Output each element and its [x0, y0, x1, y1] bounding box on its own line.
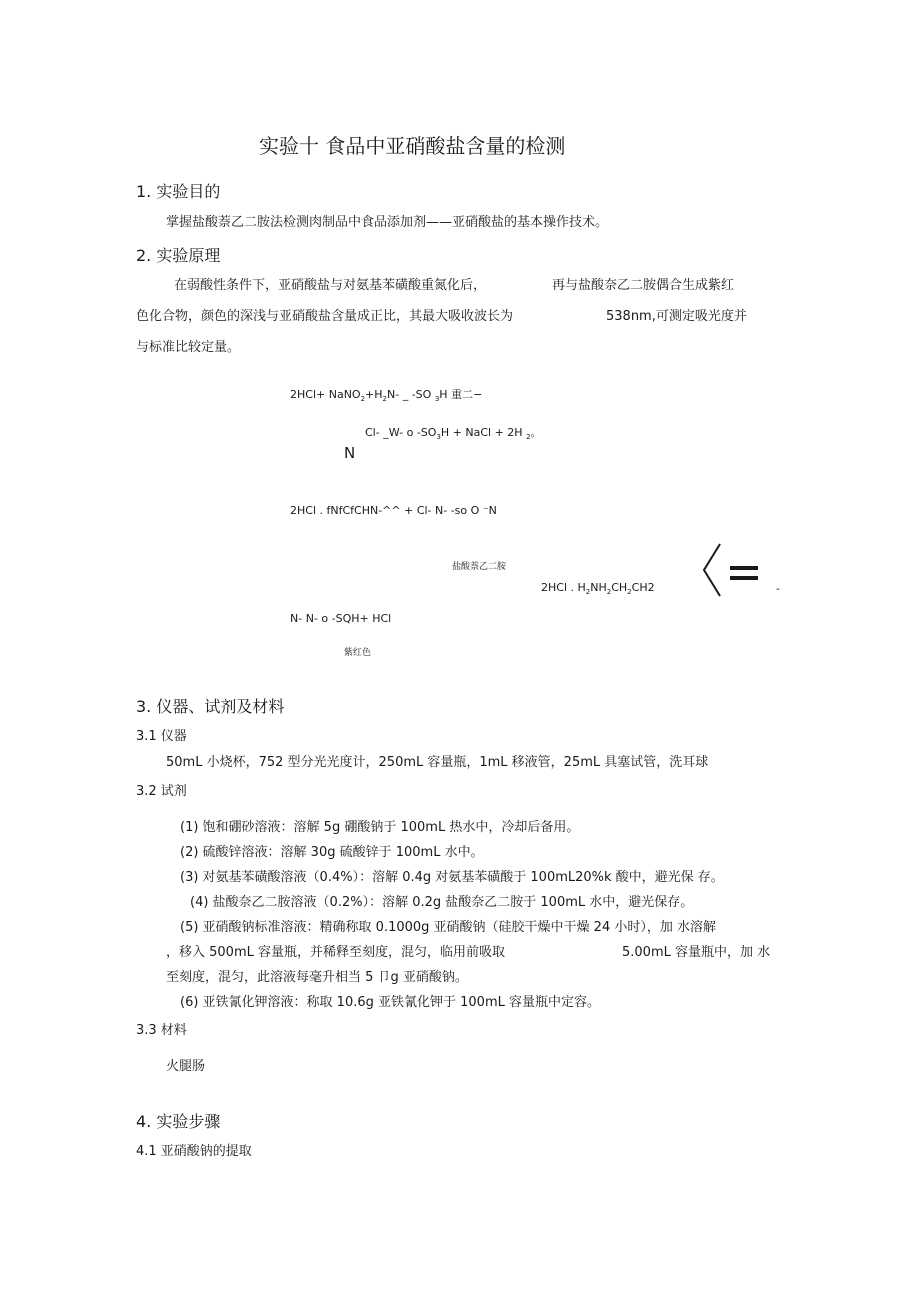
reaction-n-label: N	[344, 444, 356, 462]
section-heading-materials: 3. 仪器、试剂及材料	[136, 697, 285, 716]
reaction-line-3: 2HCl . fNfCfCHN-^^ + Cl- N- -so O ⁻N	[290, 504, 497, 517]
product-label: 紫红色	[344, 648, 372, 658]
reagent-item: (6) 亚铁氰化钾溶液：称取 10.6g 亚铁氰化钾于 100mL 容量瓶中定容。	[180, 995, 600, 1010]
reagent-5-line-3: 至刻度，混匀，此溶液每毫升相当 5 卩g 亚硝酸钠。	[166, 970, 468, 985]
reagent-item: (1) 饱和硼砂溶液：溶解 5g 硼酸钠于 100mL 热水中，冷却后备用。	[180, 820, 580, 835]
reagent-5-line-2a: ，移入 500mL 容量瓶，并稀释至刻度，混匀，临用前吸取	[166, 945, 505, 960]
reagents-heading: 3.2 试剂	[136, 784, 187, 799]
instruments-text: 50mL 小烧杯，752 型分光光度计，250mL 容量瓶，1mL 移液管，25mL 具塞试管，洗耳球	[166, 755, 709, 770]
reagent-5-line-2b: 5.00mL 容量瓶中，加 水	[622, 945, 771, 960]
material-text: 火腿肠	[166, 1059, 206, 1074]
principle-line-1a: 在弱酸性条件下，亚硝酸盐与对氨基苯磺酸重氮化后，	[174, 278, 487, 293]
purpose-text: 掌握盐酸萘乙二胺法检测肉制品中食品添加剂——亚硝酸盐的基本操作技术。	[166, 215, 609, 230]
material-heading: 3.3 材料	[136, 1023, 187, 1038]
section-heading-principle: 2. 实验原理	[136, 246, 221, 265]
reagent-label: 盐酸萘乙二胺	[452, 562, 507, 572]
reagent-item: (3) 对氨基苯磺酸溶液（0.4%）：溶解 0.4g 对氨基苯磺酸于 100mL20%k 酸中，避光保 存。	[180, 870, 724, 885]
reaction-line-5: N- N- ο -SQH+ HCl	[290, 612, 392, 625]
principle-line-3: 与标准比较定量。	[136, 340, 241, 355]
principle-line-1b: 再与盐酸奈乙二胺偶合生成紫红	[552, 278, 735, 293]
page-title: 实验十 食品中亚硝酸盐含量的检测	[259, 134, 566, 158]
reaction-line-2: Cl- _W- ο $-SO_3H$ + NaCl + 2H $_2$。	[365, 426, 542, 442]
instruments-heading: 3.1 仪器	[136, 729, 187, 744]
reagent-item: (5) 亚硝酸钠标准溶液：精确称取 0.1000g 亚硝酸钠（硅胶干燥中干燥 24 小时），加 水溶解	[180, 920, 716, 935]
principle-line-2b: 538nm,可测定吸光度并	[606, 309, 747, 324]
reaction-line-4: 2HCl . $H_2NH_2CH_2CH2$	[541, 581, 655, 597]
principle-line-2a: 色化合物，颜色的深浅与亚硝酸盐含量成正比，其最大吸收波长为	[136, 309, 514, 324]
reaction-dash: -	[776, 582, 780, 595]
section-heading-purpose: 1. 实验目的	[136, 182, 221, 201]
reagent-item: (4) 盐酸奈乙二胺溶液（0.2%）：溶解 0.2g 盐酸奈乙二胺于 100mL 水中，避光保存。	[190, 895, 694, 910]
left-angle-bracket-icon	[700, 542, 724, 598]
reaction-line-1: $2HCl+ NaNO_2+H_2N-$ _ -SO $_3$H 重二−	[290, 388, 483, 404]
equals-icon	[730, 566, 760, 582]
section-heading-steps: 4. 实验步骤	[136, 1112, 221, 1131]
reagent-item: (2) 硫酸锌溶液：溶解 30g 硫酸锌于 100mL 水中。	[180, 845, 484, 860]
steps-subheading: 4.1 亚硝酸钠的提取	[136, 1144, 252, 1159]
